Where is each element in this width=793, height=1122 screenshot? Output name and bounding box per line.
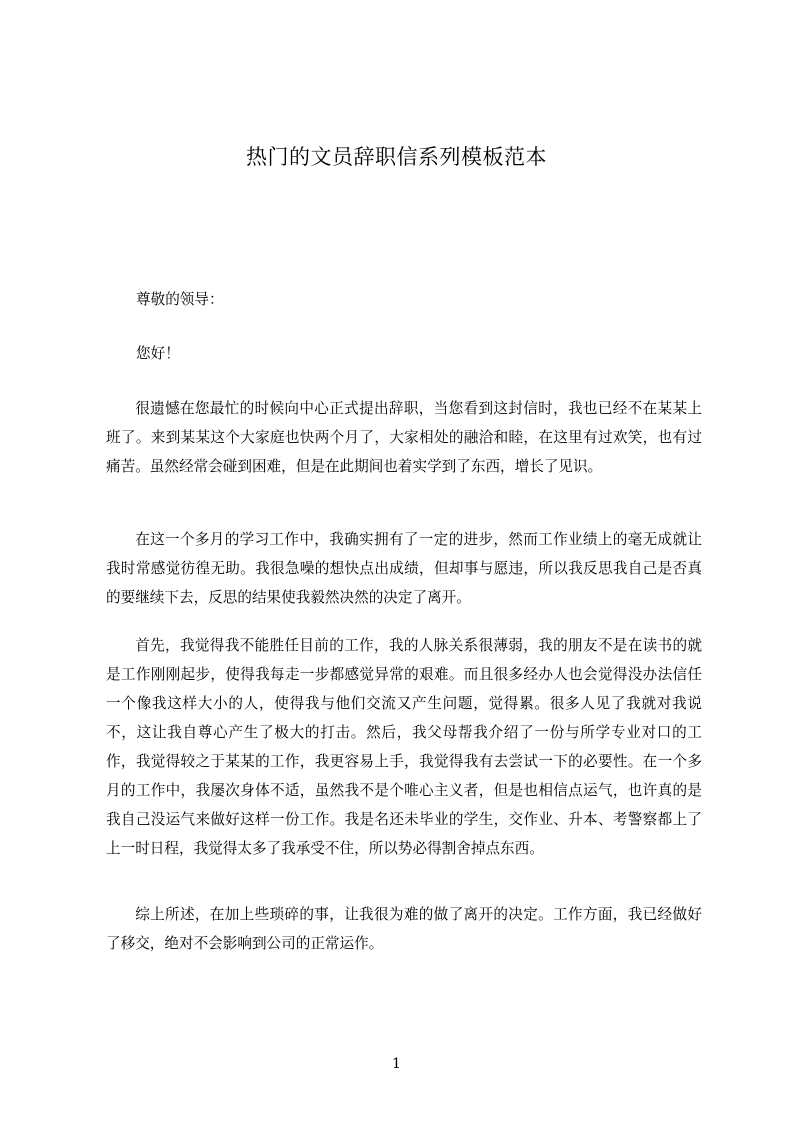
page-number: 1 bbox=[392, 1056, 401, 1072]
paragraph-1: 很遗憾在您最忙的时候向中心正式提出辞职，当您看到这封信时，我也已经不在某某上班了。来到某某这个大家庭也快两个月了，大家相处的融洽和睦，在这里有过欢笑，也有过痛苦。虽然经常会碰到困难，但是在此期间也着实学到了东西，增长了见识。 bbox=[106, 400, 702, 475]
salutation: 尊敬的领导： bbox=[136, 291, 224, 308]
paragraph-3: 首先，我觉得我不能胜任目前的工作，我的人脉关系很薄弱，我的朋友不是在读书的就是工作刚刚起步，使得我每走一步都感觉异常的艰难。而且很多经办人也会觉得没办法信任一个像我这样大小的人，使得我与他们交流又产生问题，觉得累。很多人见了我就对我说不，这让我自尊心产生了极大的打击。然后，我父母帮我介绍了一份与所学专业对口的工作，我觉得较之于某某的工作，我更容易上手，我觉得我有去尝试一下的必要性。在一个多月的工作中，我屡次身体不适，虽然我不是个唯心主义者，但是也相信点运气，也许真的是我自己没运气来做好这样一份工作。我是名还未毕业的学生，交作业、升本、考警察都上了上一时日程，我觉得太多了我承受不住，所以势必得割舍掉点东西。 bbox=[106, 637, 702, 857]
greeting: 您好！ bbox=[136, 345, 180, 362]
document-title: 热门的文员辞职信系列模板范本 bbox=[246, 145, 547, 169]
paragraph-4: 综上所述，在加上些琐碎的事，让我很为难的做了离开的决定。工作方面，我已经做好了移交，绝对不会影响到公司的正常运作。 bbox=[106, 906, 702, 952]
paragraph-2: 在这一个多月的学习工作中，我确实拥有了一定的进步，然而工作业绩上的毫无成就让我时常感觉彷徨无助。我很急噪的想快点出成绩，但却事与愿违，所以我反思我自己是否真的要继续下去，反思的结果使我毅然决然的决定了离开。 bbox=[106, 531, 702, 606]
